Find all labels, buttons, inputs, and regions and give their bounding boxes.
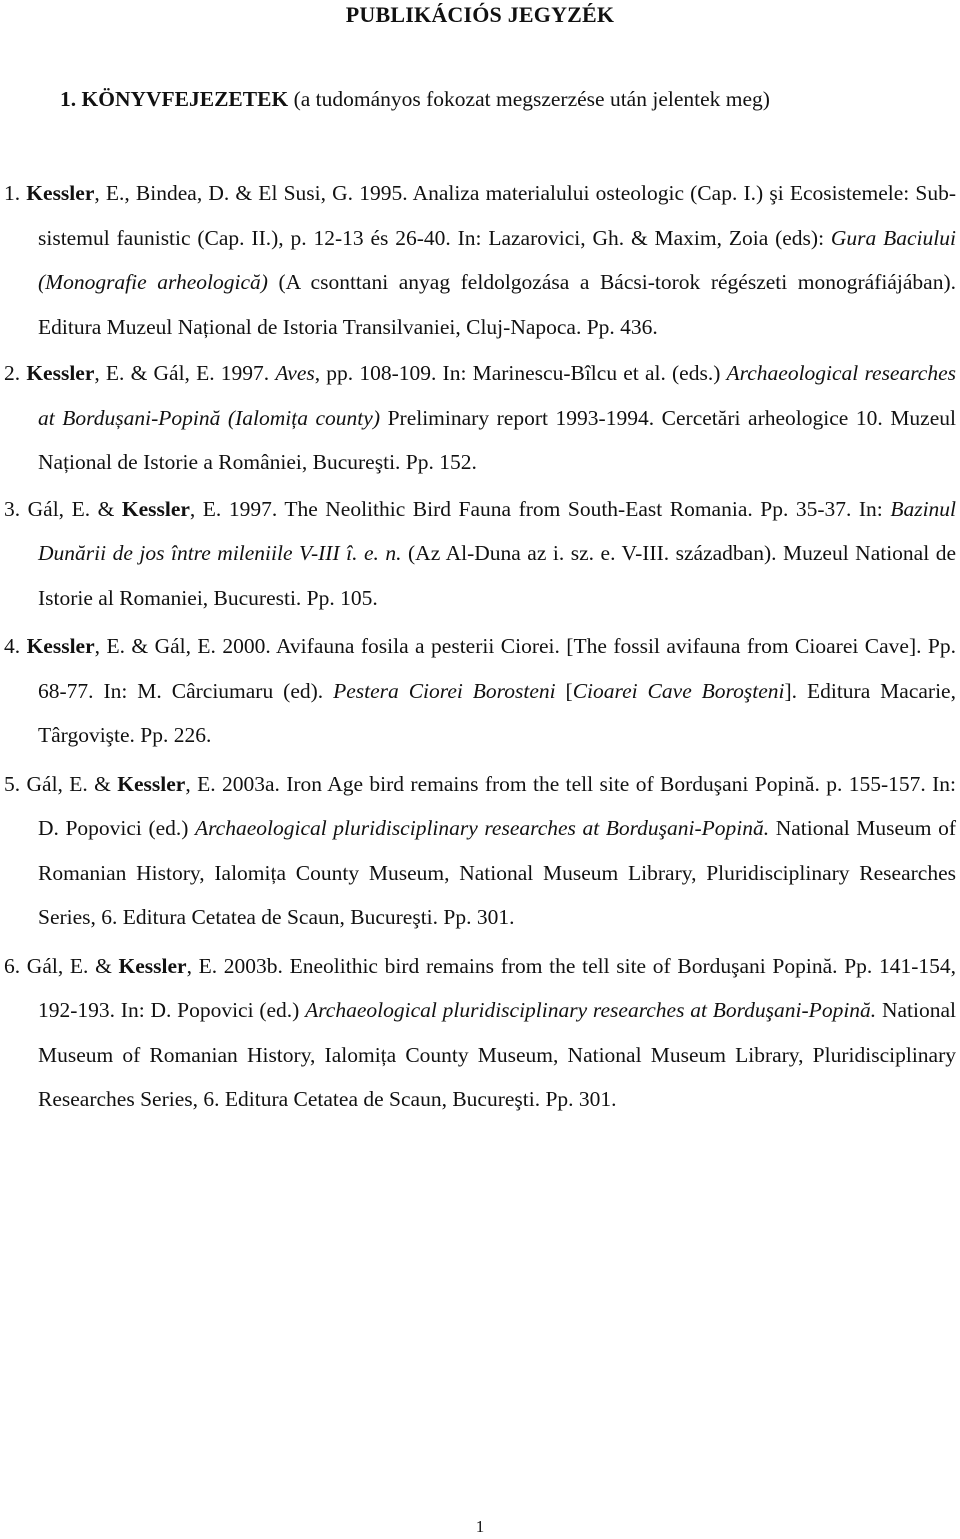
citation-text: , pp. 108-109. In: Marinescu-Bîlcu et al. (eds.) <box>314 361 727 385</box>
citation-text: , E. & Gál, E. 2000. Avifauna fosila a pesterii Ciorei. [The fossil avifauna from Cioarei Cave]. Pp. 68-77. In: M. Cârciumaru (ed). <box>38 634 957 703</box>
citation-text: (Az Al-Duna az i. sz. e. V-III. században). Muzeul National de Istorie al Romaniei, Bucuresti. Pp. 105. <box>38 541 956 610</box>
citation-text: Gál, E. & <box>20 771 118 796</box>
section-heading-bold: 1. KÖNYVFEJEZETEK <box>60 87 289 111</box>
section-heading-note: (a tudományos fokozat megszerzése után jelentek meg) <box>288 87 770 111</box>
work-title: Archaeological researches at Bordușani-Popină (Ialomița county) <box>38 361 956 430</box>
entry-number: 1. <box>4 181 21 205</box>
entry-number: 3. <box>4 496 21 521</box>
publication-entry-6 <box>4 944 956 1122</box>
page-title: PUBLIKÁCIÓS JEGYZÉK <box>345 2 615 27</box>
page-number: 1 <box>475 1517 485 1536</box>
publication-entry-4 <box>4 624 956 758</box>
work-title: Archaeological pluridisciplinary researches at Borduşani-Popină. <box>194 816 770 840</box>
publication-entry-1 <box>4 171 956 349</box>
citation-text: , E. 1997. The Neolithic Bird Fauna from South-East Romania. Pp. 35-37. In: <box>189 496 891 521</box>
citation-text: , E., Bindea, D. & El Susi, G. 1995. Analiza materialului osteologic (Cap. I.) şi Ecosistemele: Sub-sistemul faunistic (Cap. II.), p. 12-13 és 26-40. In: Lazarovici, Gh. & Maxim, Zoia (eds): <box>38 181 957 250</box>
work-title: Cioarei Cave Boroşteni <box>572 678 785 703</box>
work-title: Gura Baciului (Monografie arheologică) <box>38 225 956 294</box>
entry-number: 2. <box>4 361 21 385</box>
author-highlight: Kessler <box>117 771 186 796</box>
work-title: Bazinul Dunării de jos între mileniile V-III î. e. n. <box>38 496 957 565</box>
publication-entry-3 <box>4 487 956 621</box>
publication-entry-5 <box>4 762 956 940</box>
citation-text: , E. 2003b. Eneolithic bird remains from the tell site of Borduşani Popină. Pp. 141-154, 192-193. In: D. Popovici (ed.) <box>38 953 957 1022</box>
citation-text: [ <box>555 678 573 703</box>
publication-entry-2 <box>4 351 956 485</box>
work-title: Pestera Ciorei Borosteni <box>333 678 556 703</box>
citation-text: , E. 2003a. Iron Age bird remains from the tell site of Borduşani Popină. p. 155-157. In: D. Popovici (ed.) <box>38 771 956 840</box>
citation-text: National Museum of Romanian History, Ialomița County Museum, National Museum Library, Pluridisciplinary Researches Series, 6. Editura Cetatea de Scaun, Bucureşti. Pp. 301. <box>38 998 956 1111</box>
citation-text: National Museum of Romanian History, Ialomița County Museum, National Museum Library, Pluridisciplinary Researches Series, 6. Editura Cetatea de Scaun, Bucureşti. Pp. 301. <box>38 816 956 929</box>
citation-text: , E. & Gál, E. 1997. <box>94 361 276 385</box>
entry-number: 4. <box>4 634 21 658</box>
entry-number: 5. <box>4 771 21 796</box>
citation-text: (A csonttani anyag feldolgozása a Bácsi-torok régészeti monográfiájában). Editura Muzeul Național de Istoria Transilvaniei, Cluj-Napoca. Pp. 436. <box>38 270 956 339</box>
work-title: Aves <box>275 361 315 385</box>
citation-text: Gál, E. & <box>20 496 122 521</box>
author-highlight: Kessler <box>121 496 190 521</box>
section-heading <box>60 87 940 112</box>
entry-number: 6. <box>4 953 21 978</box>
citation-text: Preliminary report 1993-1994. Cercetări arheologice 10. Muzeul Național de Istorie a României, Bucureşti. Pp. 152. <box>38 405 956 474</box>
author-highlight: Kessler <box>118 953 187 978</box>
work-title: Archaeological pluridisciplinary researches at Borduşani-Popină. <box>305 998 877 1022</box>
author-highlight: Kessler <box>26 361 95 385</box>
author-highlight: Kessler <box>26 181 95 205</box>
citation-text: Gál, E. & <box>20 953 119 978</box>
citation-text: ]. Editura Macarie, Târgovişte. Pp. 226. <box>38 678 956 747</box>
publication-list <box>4 171 956 1122</box>
author-highlight: Kessler <box>26 634 95 658</box>
